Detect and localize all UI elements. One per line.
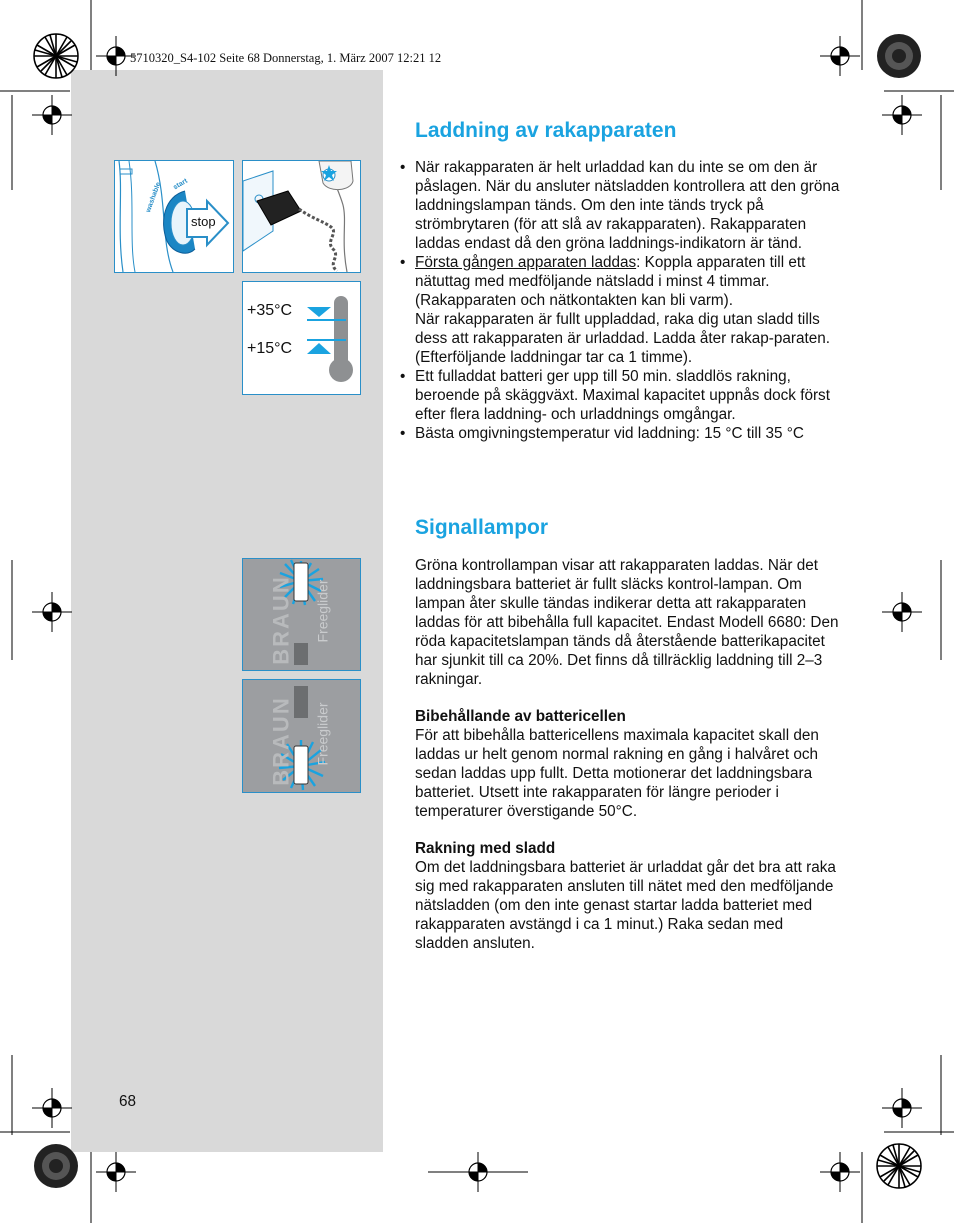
charging-bullet-2: [415, 253, 840, 367]
signal-body: [415, 556, 840, 953]
corded-shaving-title: Rakning med sladd: [415, 840, 556, 857]
starburst-mark-top-left: [33, 33, 79, 79]
print-slug: 5710320_S4-102 Seite 68 Donnerstag, 1. März 2007 12:21 12: [130, 51, 442, 65]
plug-illustration: [242, 160, 361, 273]
starburst-mark-bottom-left: [33, 1143, 79, 1189]
charging-heading: Laddning av rakapparaten: [415, 119, 677, 142]
first-charge-underlined: Första gången apparaten laddas: [415, 254, 637, 271]
corded-shaving-text: Om det laddningsbara batteriet är urladdat går det bra att raka sig med rakapparaten ansluten till nätet med den medföljande nätsladden (om den inte genast startar ladda batteriet med rakapparaten avstängd i ca 1 minut.) Raka sedan med sladden ansluten.: [415, 859, 836, 952]
shaver1-model-label: Freeglider: [314, 579, 331, 643]
charging-bullet-2-cont: När rakapparaten är fullt uppladdad, raka dig utan sladd tills dess att rakapparaten är urladdad. Ladda åter rakap-paraten. (Efterföljande laddningar tar ca 1 timme).: [415, 311, 830, 366]
signal-heading: Signallampor: [415, 516, 549, 539]
starburst-mark-top-right: [876, 33, 922, 79]
starburst-mark-bottom-right: [876, 1143, 922, 1189]
corded-shaving-block: [415, 839, 840, 953]
shaver2-brand-logo: BRAUN: [268, 696, 294, 786]
temp-high-label: +35°C: [247, 302, 293, 319]
charging-bullet-2-rest: : Koppla apparaten till ett nätuttag med medföljande nätsladd i minst 4 timmar. (Rakapparaten och nätkontakten kan bli varm).: [415, 254, 806, 309]
start-label: start: [172, 177, 189, 192]
battery-maintenance-block: [415, 707, 840, 821]
signal-paragraph: Gröna kontrollampan visar att rakapparaten laddas. När det laddningsbara batteriet är fullt släcks kontrol-lampan. Om lampan åter skulle tändas indikerar detta att rakapparaten laddas för att bibehålla full kapacitet. Endast Modell 6680: Den röda kapacitetslampan tänds då återstående batterikapacitet har sjunkit till ca 20%. Det finns då tillräcklig laddning till 2–3 rakningar.: [415, 557, 839, 688]
washable-label: washable: [145, 181, 163, 214]
temp-low-label: +15°C: [247, 340, 293, 357]
battery-maintenance-text: För att bibehålla battericellens maximala kapacitet skall den laddas ur helt genom normal rakning en gång i halvåret och sedan laddas upp fullt. Detta motionerar det laddningsbara batteriet. Utsett inte rakapparaten för längre perioder i temperaturer överstigande 50°C.: [415, 727, 819, 820]
shaver-lamp-top-illustration: [242, 558, 361, 671]
charging-bullet-3: • Ett fulladdat batteri ger upp till 50 min. sladdlös rakning, beroende på skäggväxt. Maximal kapacitet uppnås dock först efter flera laddning- och urladdnings omgångar.: [415, 367, 840, 424]
battery-maintenance-title: Bibehållande av battericellen: [415, 708, 626, 725]
charging-bullets: [415, 158, 840, 443]
shaver1-brand-logo: BRAUN: [268, 575, 294, 665]
charging-bullet-1: • När rakapparaten är helt urladdad kan du inte se om den är påslagen. När du ansluter nätsladden kontrollera att den gröna laddningslampan tänds. Om den inte tänds tryck på strömbrytaren (för att slå av rakapparaten). Rakapparaten laddas endast då den gröna laddnings-indikatorn är tänd.: [415, 158, 840, 253]
stop-label: stop: [191, 214, 216, 229]
switch-illustration: [114, 160, 234, 273]
thermometer-icon: [243, 282, 360, 394]
charging-bullet-4: • Bästa omgivningstemperatur vid laddning: 15 °C till 35 °C: [415, 424, 840, 443]
shaver-lamp-bottom-illustration: [242, 679, 361, 793]
shaver2-model-label: Freeglider: [314, 702, 331, 766]
page-number: 68: [119, 1093, 137, 1110]
temperature-illustration: [242, 281, 361, 395]
